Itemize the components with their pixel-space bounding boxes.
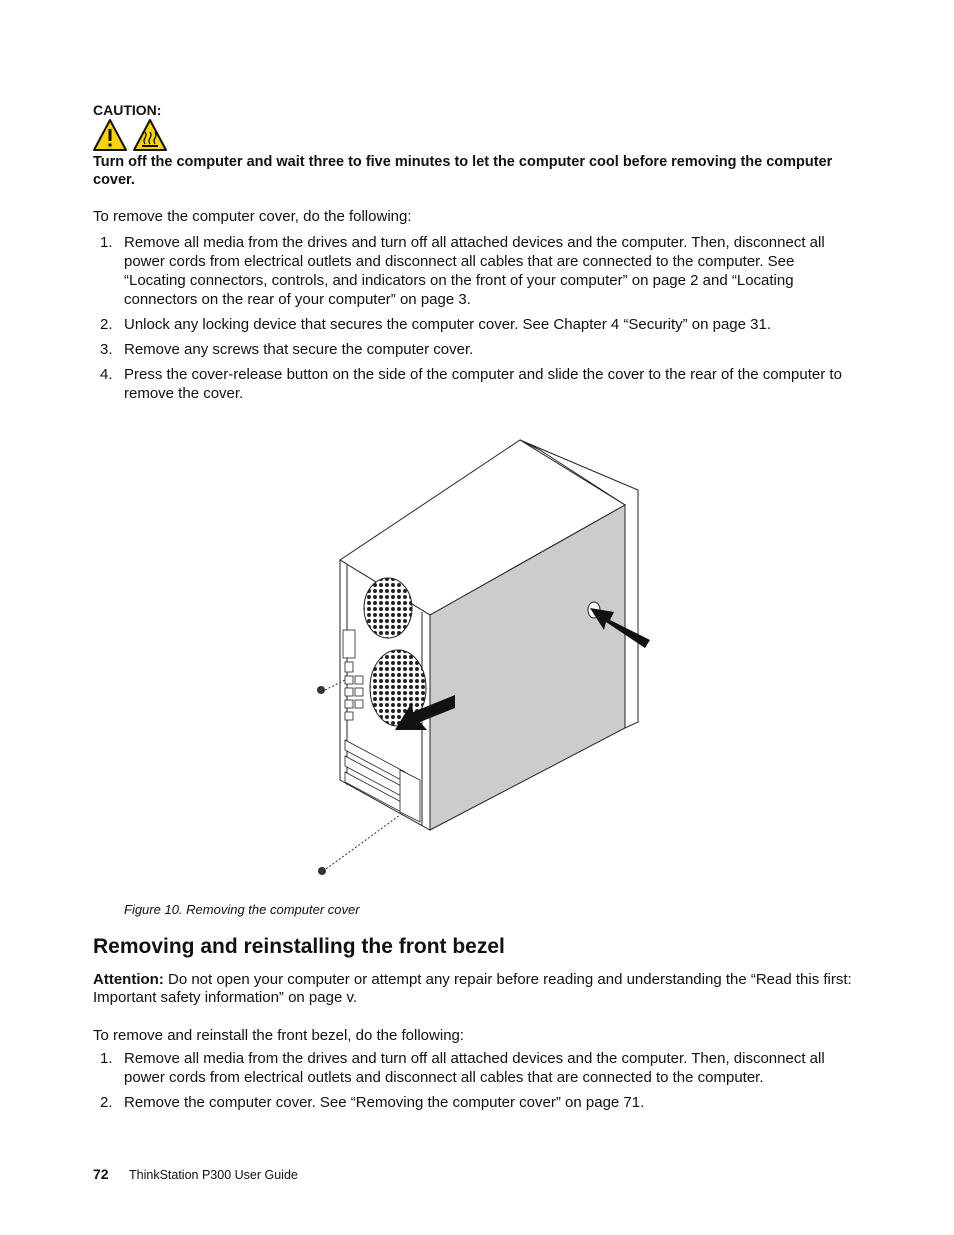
caution-icons — [93, 118, 173, 152]
attention-text: Do not open your computer or attempt any repair before reading and understanding the “Read this first: Important safety information” on page v. — [93, 971, 852, 1006]
caution-text: Turn off the computer and wait three to five minutes to let the computer cool before removing the computer cover. — [93, 154, 833, 188]
list-item: 4. Press the cover-release button on the side of the computer and slide the cover to the rear of the computer to remove the cover. — [100, 366, 842, 402]
attention-note — [93, 971, 853, 1007]
hot-surface-icon — [134, 120, 166, 150]
caution-label: CAUTION: — [93, 102, 162, 118]
screw-icon — [318, 815, 400, 875]
page-number: 72 — [93, 1166, 109, 1182]
warning-triangle-icon — [94, 120, 126, 150]
figure-caption: Figure 10. Removing the computer cover — [124, 902, 360, 917]
guide-title: ThinkStation P300 User Guide — [129, 1168, 298, 1182]
figure-computer-cover — [300, 432, 660, 882]
section2-steps — [93, 1049, 853, 1118]
list-item: 2. Remove the computer cover. See “Removing the computer cover” on page 71. — [100, 1094, 645, 1111]
section1-intro: To remove the computer cover, do the following: — [93, 208, 412, 225]
list-item: 2. Unlock any locking device that secures the computer cover. See Chapter 4 “Security” on page 31. — [100, 316, 772, 333]
list-item: 1. Remove all media from the drives and turn off all attached devices and the computer. Then, disconnect all power cords from electrical outlets and disconnect all cables that are connected to the computer. — [100, 1050, 825, 1086]
attention-label: Attention: — [93, 971, 164, 988]
list-item: 3. Remove any screws that secure the computer cover. — [100, 341, 474, 358]
section-heading: Removing and reinstalling the front bezel — [93, 935, 505, 958]
section2-intro: To remove and reinstall the front bezel, do the following: — [93, 1027, 465, 1044]
section1-steps — [93, 233, 853, 409]
list-item: 1. Remove all media from the drives and turn off all attached devices and the computer. Then, disconnect all power cords from electrical outlets and disconnect all cables that are connected to the computer. See “Locating connectors, controls, and indicators on the front of your computer” on page 2 and “Locating connectors on the rear of your computer” on page 3. — [100, 234, 825, 308]
